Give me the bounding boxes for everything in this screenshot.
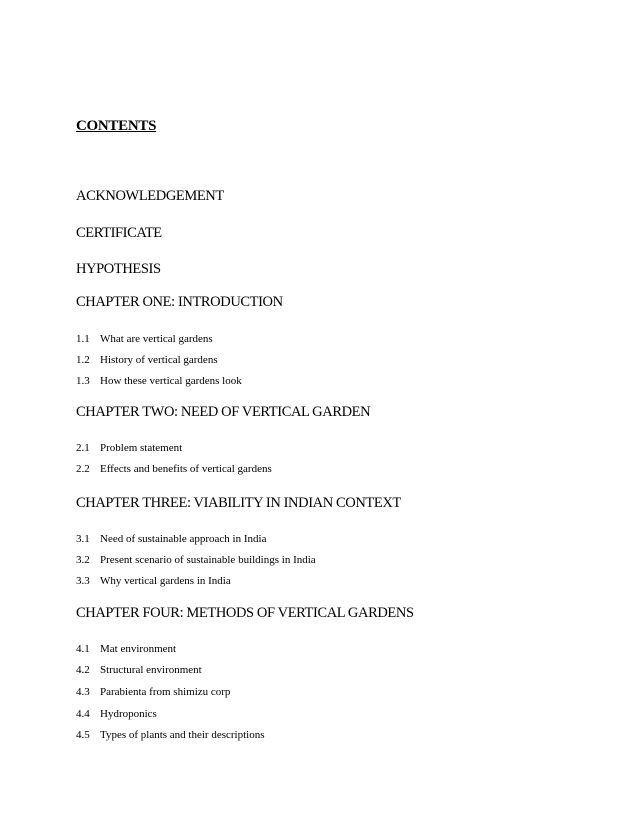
item-text: Present scenario of sustainable buildings in India <box>100 554 316 566</box>
item-number: 1.1 <box>76 333 90 345</box>
toc-entry-certificate: CERTIFICATE <box>76 225 162 241</box>
toc-entry-acknowledgement: ACKNOWLEDGEMENT <box>76 188 224 204</box>
item-text: What are vertical gardens <box>100 333 213 345</box>
item-text: Parabienta from shimizu corp <box>100 686 231 698</box>
item-number: 2.1 <box>76 442 90 454</box>
toc-sub-item <box>76 554 316 566</box>
item-text: Types of plants and their descriptions <box>100 729 265 741</box>
chapter-title: CHAPTER TWO: NEED OF VERTICAL GARDEN <box>76 404 371 420</box>
item-text: Hydroponics <box>100 708 157 720</box>
toc-sub-item <box>76 708 157 720</box>
toc-sub-item <box>76 533 266 545</box>
item-number: 1.3 <box>76 375 90 387</box>
item-number: 3.3 <box>76 575 90 587</box>
item-text: Structural environment <box>100 664 202 676</box>
toc-sub-item <box>76 463 272 475</box>
item-text: Need of sustainable approach in India <box>100 533 267 545</box>
toc-sub-item <box>76 442 182 454</box>
item-text: How these vertical gardens look <box>100 375 242 387</box>
item-number: 3.2 <box>76 554 90 566</box>
toc-sub-item <box>76 333 213 345</box>
chapter-title: CHAPTER THREE: VIABILITY IN INDIAN CONTEXT <box>76 495 401 511</box>
toc-sub-item <box>76 575 231 587</box>
item-number: 4.1 <box>76 643 90 655</box>
item-text: Why vertical gardens in India <box>100 575 231 587</box>
item-text: Effects and benefits of vertical gardens <box>100 463 272 475</box>
toc-sub-item <box>76 354 218 366</box>
item-number: 2.2 <box>76 463 90 475</box>
item-text: Mat environment <box>100 643 177 655</box>
item-number: 3.1 <box>76 533 90 545</box>
item-number: 4.5 <box>76 729 90 741</box>
toc-sub-item <box>76 643 176 655</box>
contents-heading: CONTENTS <box>76 118 157 134</box>
chapter-title: CHAPTER FOUR: METHODS OF VERTICAL GARDENS <box>76 605 414 621</box>
toc-sub-item <box>76 664 202 676</box>
item-number: 4.3 <box>76 686 90 698</box>
item-number: 1.2 <box>76 354 90 366</box>
toc-sub-item <box>76 375 242 387</box>
item-text: Problem statement <box>100 442 183 454</box>
item-number: 4.2 <box>76 664 90 676</box>
toc-sub-item <box>76 729 265 741</box>
item-text: History of vertical gardens <box>100 354 218 366</box>
toc-sub-item <box>76 686 230 698</box>
toc-entry-hypothesis: HYPOTHESIS <box>76 261 161 277</box>
item-number: 4.4 <box>76 708 90 720</box>
chapter-title: CHAPTER ONE: INTRODUCTION <box>76 294 283 310</box>
